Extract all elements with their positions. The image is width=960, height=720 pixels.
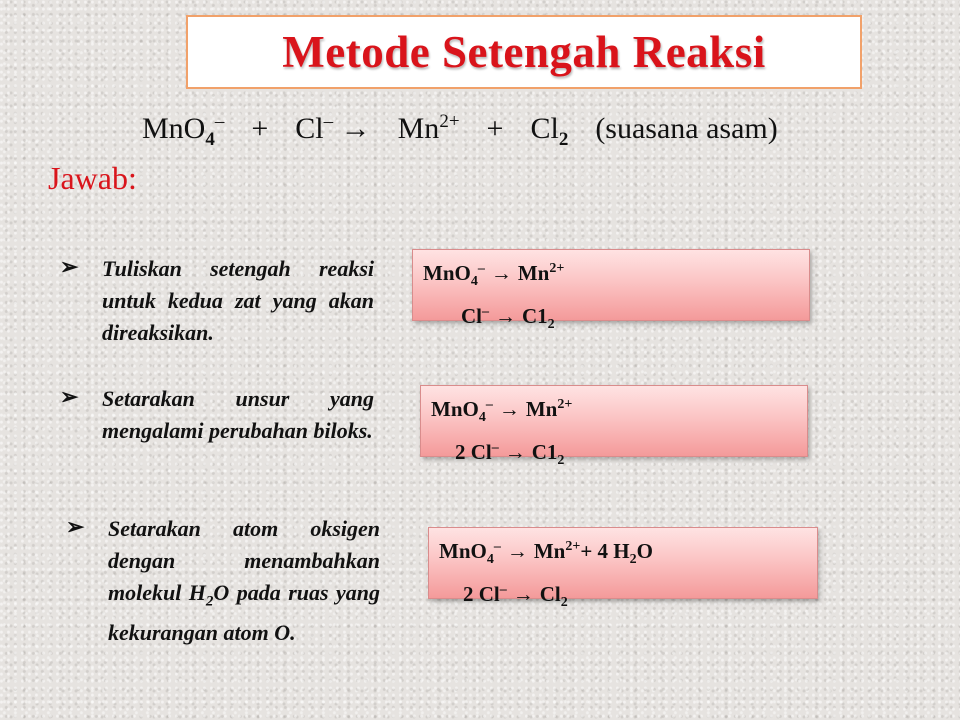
arrow-bullet-icon: ➢ (60, 384, 79, 409)
plus-sign: + (486, 112, 504, 145)
arrow-bullet-icon: ➢ (60, 254, 79, 279)
main-reaction-equation (142, 111, 778, 151)
title-box (186, 15, 862, 89)
step-2-text: Setarakan unsur yang mengalami perubahan biloks. (102, 386, 374, 443)
half-reaction-line: $MnO_4^- \to Mn^{2+}+ 4$ $H_2O$ (439, 539, 653, 568)
answer-label: Jawab: (48, 160, 137, 196)
chlorine: $Cl_2$ (530, 112, 569, 150)
half-reaction-line: $MnO_4^- \to Mn^{2+}$ (431, 397, 573, 426)
half-reaction-line: 2 $Cl^- \to Cl_2$ (463, 582, 568, 611)
step-2-equation-box (420, 385, 808, 469)
half-reaction-line: $Cl^- \to C1_2$ (461, 304, 555, 333)
reaction-arrow: → (340, 112, 371, 145)
reaction-condition: (suasana asam) (595, 112, 778, 145)
step-3-equation-box (428, 527, 818, 611)
manganese-ion: $Mn^{2+}$ (397, 111, 460, 145)
half-reaction-line: 2 $Cl^- \to C1_2$ (455, 440, 565, 469)
slide-title: Metode Setengah Reaksi (282, 27, 766, 77)
step-1-text: Tuliskan setengah reaksi untuk kedua zat yang akan direaksikan. (102, 256, 374, 345)
plus-sign: + (251, 112, 269, 145)
arrow-bullet-icon: ➢ (66, 514, 85, 539)
step-1-equation-box (412, 249, 810, 333)
step-3-text: Setarakan atom oksigen dengan menambahkan molekul $H_2O$ pada ruas yang kekurangan atom O. (108, 516, 380, 646)
permanganate: MnO$_4$– (142, 111, 225, 150)
half-reaction-line: $MnO_4^- \to Mn^{2+}$ (423, 261, 565, 290)
chloride: Cl– (295, 111, 334, 145)
